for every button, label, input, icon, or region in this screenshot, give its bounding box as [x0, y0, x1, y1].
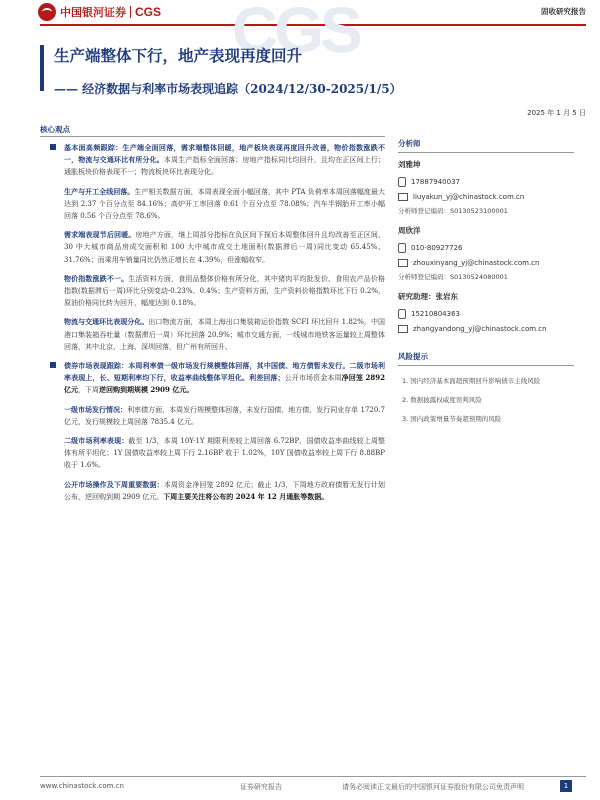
section-secondary-market: 二级市场利率表现：截至 1/3，本周 10Y-1Y 期限利差较上周回落 6.72BP，国债收益率曲线较上周整体有所平坦化；1Y 国债收益率较上周下行 2.16BP 收于 1.02%，10Y 国债收益率较上周下行 8.88BP 收于 1.6%。: [64, 436, 386, 470]
logo-icon: [38, 3, 56, 21]
section-fundamentals: 基本面高频跟踪：生产端全面回落，需求端整体回暖，地产板块表现再度回升改善，物价指数涨跌不一，物流与交通环比有所分化。本周生产指标全面回落；房地产指标同比均回升，且均在正区间上行；通胀板块价格表现不一；物流板块环比表现分化。: [40, 142, 385, 179]
phone-icon: [398, 177, 406, 187]
footer-divider: [40, 776, 586, 777]
company-logo: [38, 3, 161, 21]
phone-icon: [398, 243, 406, 253]
section-bond-market: 债券市场表现跟踪：本周利率债一级市场发行规模整体回落，其中国债、地方债暂未发行。二级市场利率表现上，长、短期利率均下行，收益率曲线整体平坦化。利差回落；公开市场资金本周净回笼 2892 亿元，下周逆回购到期规模 2909 亿元。: [40, 360, 385, 397]
sidebar: [398, 138, 574, 423]
title-accent-bar: [40, 45, 44, 91]
section-primary-market: 一级市场发行情况：利率债方面，本周发行规模整体回落，未发行国债、地方债，发行同业存单 1720.7 亿元，发行规模较上周回落 7835.4 亿元。: [64, 404, 386, 426]
document-type: 固收研究报告: [541, 7, 586, 16]
report-subtitle: —— 经济数据与利率市场表现追踪（2024/12/30-2025/1/5）: [54, 82, 402, 96]
report-date: 2025 年 1 月 5 日: [527, 109, 586, 117]
mail-icon: [398, 325, 408, 333]
section-open-market: 公开市场操作及下周重要数据：本周资金净回笼 2892 亿元；截止 1/3，下周地方政府债暂无发行计划公布，逆回购到期 2909 亿元。下周主要关注将公布的 2024 年 12 月通胀等数据。: [64, 479, 386, 501]
footer-disclaimer: 请务必阅读正文最后的中国银河证券股份有限公司免责声明: [342, 783, 524, 791]
core-divider: [40, 136, 385, 137]
section-production: 生产与开工全线回落。生产相关数据方面，本周表现全面小幅回落，其中 PTA 负荷率本周回落幅度最大达到 2.37 个百分点至 84.16%；高炉开工率回落 0.61 个百分点至 78.08%；汽车半钢胎开工率小幅回落 0.56 个百分点至 78.6%。: [64, 186, 385, 221]
main-content: [40, 142, 385, 510]
section-logistics: 物流与交通环比表现分化。出口物流方面，本周上海出口集装箱运价指数 SCFI 环比回升 1.82%，中国港口集装箱吞吐量（数据滞后一周）环比回落 20.9%；城市交通方面，一线城市地铁客运量较上周整体回落，其中北京、上海、深圳回落，但广州有所回升。: [64, 317, 385, 351]
risk-item: 2. 数据披露权威度误判风险: [402, 396, 482, 404]
analyst-phone: 17887940037: [398, 176, 574, 188]
section-prices: 物价指数涨跌不一。生活资料方面，食用品整体价格有所分化，其中猪肉平均批发价、食用农产品价格指数(数据滞后一周)环比分别变动-0.23%、0.4%；生产资料方面，生产资料价格指数环比下行 0.2%，原油价格同比转为回升，幅度达到 0.18%。: [64, 273, 386, 308]
core-view-heading: 核心观点: [40, 125, 70, 134]
report-title: 生产端整体下行，地产表现再度回升: [54, 46, 303, 65]
risk-heading: 风险提示: [398, 351, 574, 366]
analyst-email[interactable]: zhouxinyang_yj@chinastock.com.cn: [398, 257, 574, 269]
assistant-email[interactable]: zhangyandong_yj@chinastock.com.cn: [398, 323, 574, 335]
logo-en-text: CGS: [135, 5, 162, 19]
page-number: 1: [560, 780, 572, 792]
analyst-phone: 010-80927726: [398, 242, 574, 254]
footer-website[interactable]: www.chinastock.com.cn: [40, 782, 124, 790]
footer-report-type: 证券研究报告: [240, 783, 282, 791]
bullet-square-icon: [50, 362, 56, 368]
analyst-email[interactable]: liuyakun_yj@chinastock.com.cn: [398, 191, 574, 203]
bullet-square-icon: [50, 144, 56, 150]
risk-item: 3. 国内政策增量节奏超预期的风险: [402, 415, 502, 423]
analyst-name: 刘雅坤: [398, 160, 421, 169]
logo-cn-text: 中国银河证券: [60, 6, 126, 19]
risk-item: 1. 国内经济基本面超预期回升影响债市主线风险: [402, 377, 541, 385]
mail-icon: [398, 193, 408, 201]
watermark-logo: CGS: [232, 0, 359, 66]
assistant-name: 研究助理：张岩东: [398, 292, 458, 301]
analyst-cert: 分析师登记编码：S0130524080001: [398, 273, 508, 281]
section-demand: 需求端表现节后回暖。房地产方面，继上周部分指标在负区间下探后本周整体回升且均改善至正区间，30 中大城市商品房成交面积和 100 大中城市成交土地面积(数据滞后一周)同比变动 65.45%、31.76%；而乘用车销量同比仍然正增长在 4.39%，但涨幅收窄。: [64, 230, 386, 264]
mail-icon: [398, 259, 408, 267]
phone-icon: [398, 309, 406, 319]
analyst-name: 周欣洋: [398, 226, 421, 235]
assistant-phone: 15210804363: [398, 308, 574, 320]
analyst-cert: 分析师登记编码：S0130523100001: [398, 207, 508, 215]
analyst-heading: 分析师: [398, 138, 574, 153]
